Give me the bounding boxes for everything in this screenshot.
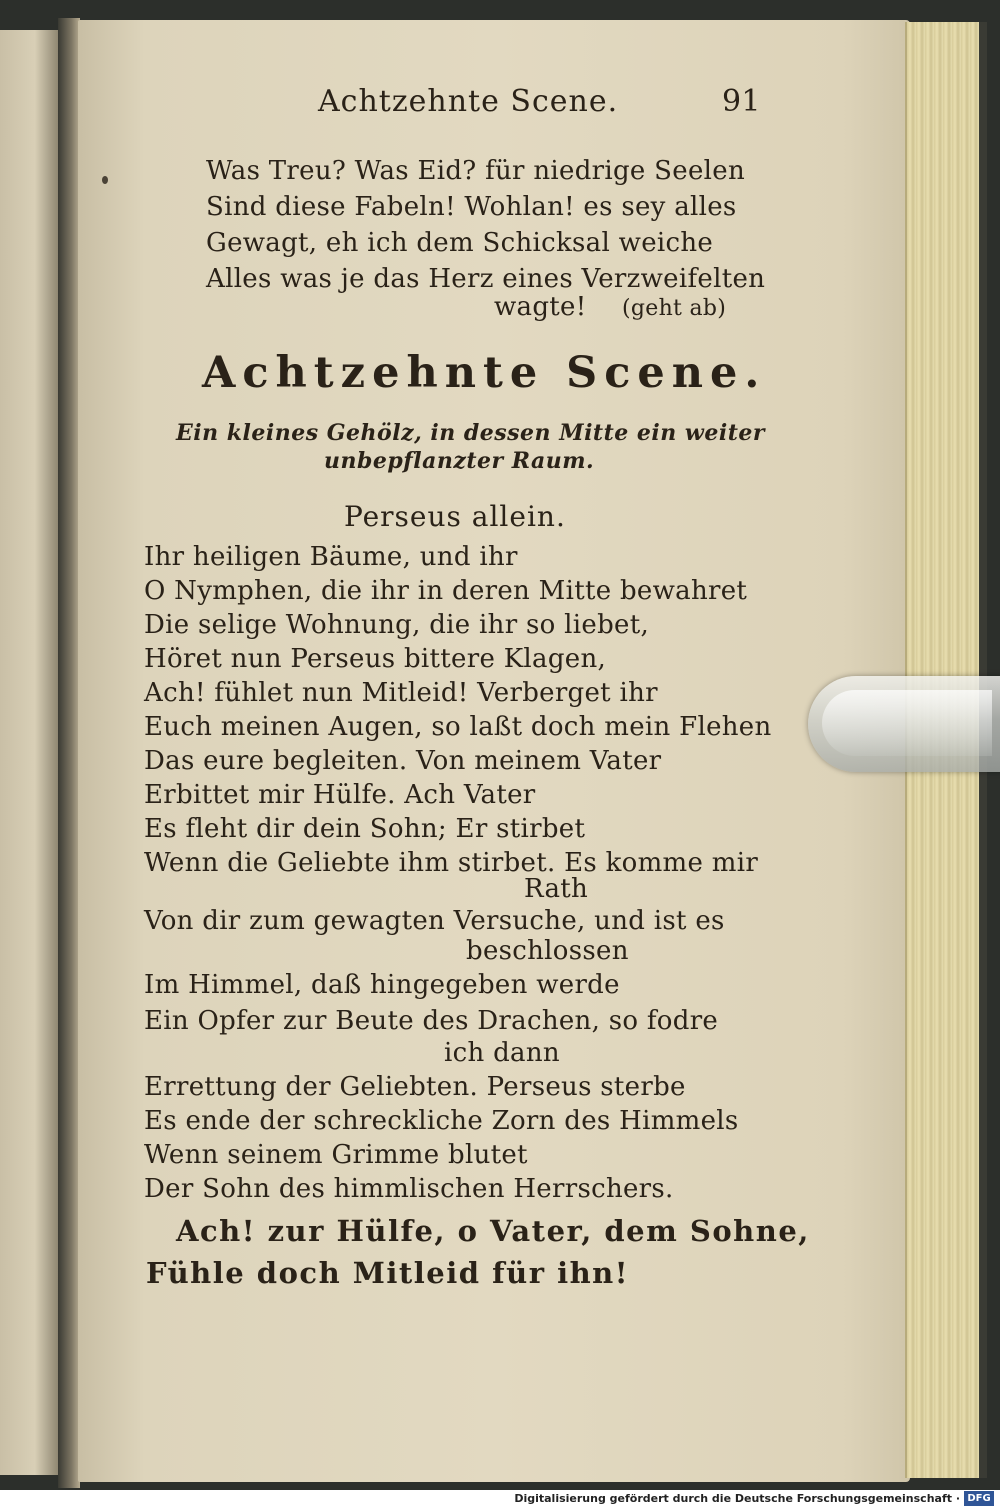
- stage-direction: Ein kleines Gehölz, in dessen Mitte ein weiter: [176, 420, 765, 446]
- speaker-heading: Perseus allein.: [344, 500, 566, 533]
- carryover-line: Sind diese Fabeln! Wohlan! es sey alles: [206, 192, 737, 222]
- verse-turnover: ich dann: [444, 1038, 560, 1068]
- running-head: Achtzehnte Scene.: [318, 84, 619, 119]
- verse-line: Von dir zum gewagten Versuche, und ist es: [144, 906, 725, 936]
- chorus-line: Fühle doch Mitleid für ihn!: [146, 1256, 629, 1290]
- verse-line: Der Sohn des himmlischen Herrschers.: [144, 1174, 674, 1204]
- dfg-logo: DFG: [964, 1491, 994, 1506]
- verse-turnover: beschlossen: [466, 936, 629, 966]
- verse-line: O Nymphen, die ihr in deren Mitte bewahret: [144, 576, 748, 606]
- carryover-line: wagte!: [494, 292, 587, 322]
- stage-exit: (geht ab): [622, 296, 727, 321]
- verse-line: Wenn seinem Grimme blutet: [144, 1140, 528, 1170]
- verse-line: Die selige Wohnung, die ihr so liebet,: [144, 610, 650, 640]
- stage-direction: unbepflanzter Raum.: [324, 448, 595, 474]
- scene-title: Achtzehnte Scene.: [202, 348, 767, 398]
- verse-line: Das eure begleiten. Von meinem Vater: [144, 746, 662, 776]
- footer-bar: [0, 1490, 1000, 1508]
- verse-line: Erbittet mir Hülfe. Ach Vater: [144, 780, 536, 810]
- chorus-line: Ach! zur Hülfe, o Vater, dem Sohne,: [176, 1214, 810, 1248]
- ink-spot: [102, 176, 108, 184]
- book-gutter: [58, 18, 80, 1488]
- carryover-line: Alles was je das Herz eines Verzweifelten: [206, 264, 766, 294]
- verse-line: Es fleht dir dein Sohn; Er stirbet: [144, 814, 586, 844]
- page-clip: [808, 676, 1000, 772]
- funding-credit: Digitalisierung gefördert durch die Deutsche Forschungsgemeinschaft ·: [514, 1492, 960, 1505]
- verse-line: Im Himmel, daß hingegeben werde: [144, 970, 620, 1000]
- page-number: 91: [722, 84, 761, 119]
- verse-line: Ihr heiligen Bäume, und ihr: [144, 542, 518, 572]
- verse-turnover: Rath: [524, 874, 589, 904]
- verse-line: Es ende der schreckliche Zorn des Himmels: [144, 1106, 739, 1136]
- verse-line: Euch meinen Augen, so laßt doch mein Flehen: [144, 712, 772, 742]
- carryover-line: Gewagt, eh ich dem Schicksal weiche: [206, 228, 714, 258]
- verse-line: Ein Opfer zur Beute des Drachen, so fodre: [144, 1006, 719, 1036]
- verse-line: Höret nun Perseus bittere Klagen,: [144, 644, 607, 674]
- facing-page-edge: [0, 30, 58, 1475]
- verse-line: Errettung der Geliebten. Perseus sterbe: [144, 1072, 686, 1102]
- verse-line: Ach! fühlet nun Mitleid! Verberget ihr: [144, 678, 658, 708]
- verse-line: Wenn die Geliebte ihm stirbet. Es komme mir: [144, 848, 759, 878]
- carryover-line: Was Treu? Was Eid? für niedrige Seelen: [206, 156, 746, 186]
